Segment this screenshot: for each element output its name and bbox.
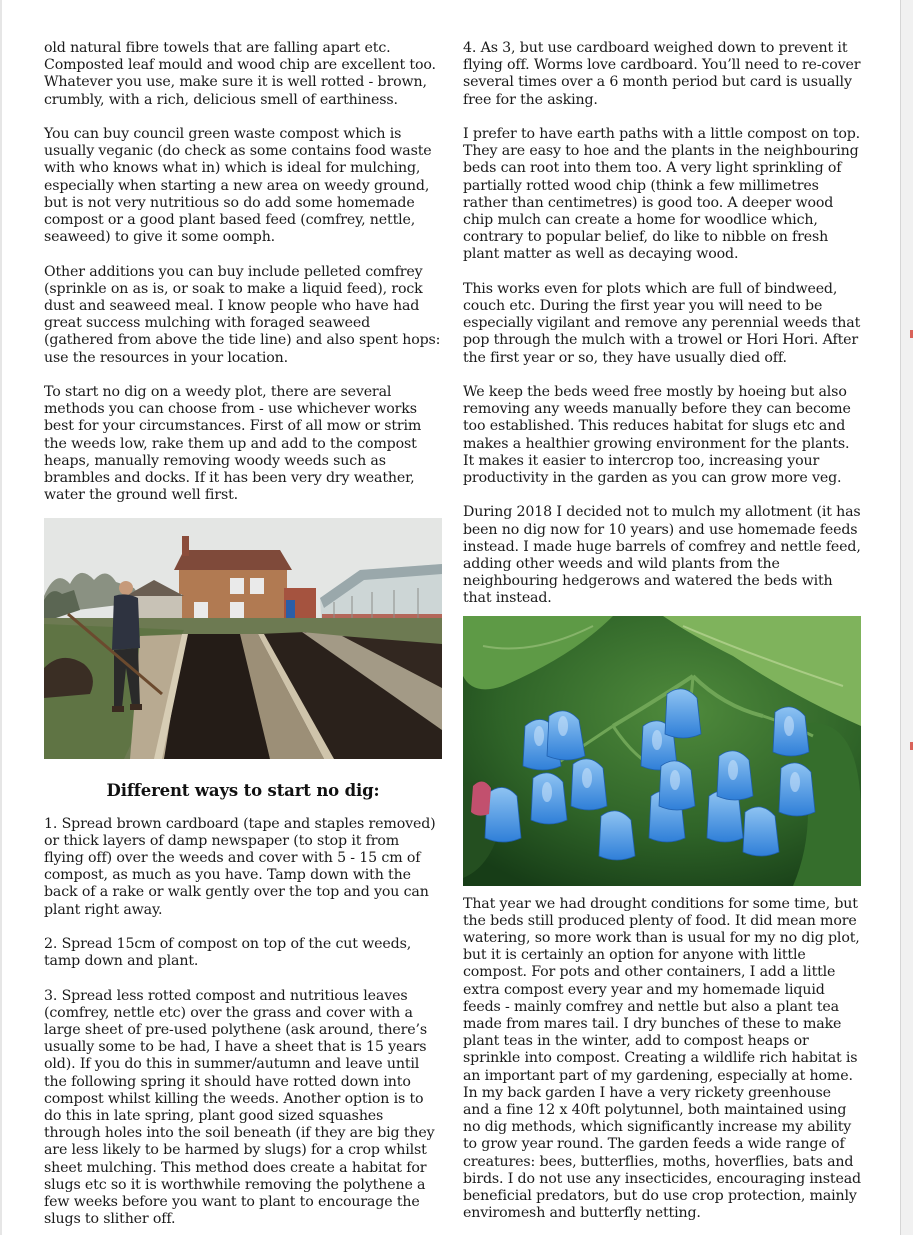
allotment-photo [44,518,442,759]
paragraph: 4. As 3, but use cardboard weighed down to prevent it flying off. Worms love cardboard. You’ll need to re-cover several times over a 6 month period but card is usually free for the asking. [463,40,861,108]
method-item: 2. Spread 15cm of compost on top of the cut weeds, tamp down and plant. [44,936,412,970]
paragraph: That year we had drought conditions for some time, but the beds still produced plenty of food. It did mean more watering, so more work than is usual for my no dig plot, but it is certainly an option for anyone with little compost. For pots and other containers, I add a little extra compost every year and my homemade liquid feeds - mainly comfrey and nettle but also a plant tea made from mares tail. I dry bunches of these to make plant teas in the winter, add to compost heaps or sprinkle into compost. Creating a wildlife rich habitat is an important part of my gardening, especially at home. In my back garden I have a very rickety greenhouse and a fine 12 x 40ft polytunnel, both maintained using no dig methods, which significantly increase my ability to grow year round. The garden feeds a wide range of creatures: bees, butterflies, moths, hoverflies, bats and birds. I do not use any insecticides, encouraging instead beneficial predators, but do use crop protection, mainly enviromesh and butterfly netting. [463,895,861,1222]
paragraph: We keep the beds weed free mostly by hoeing but also removing any weeds manually before they can become too established. This reduces habitat for slugs etc and makes a healthier growing environment for the plants. It makes it easier to intercrop too, increasing your productivity in the garden as you can grow more veg. [463,384,851,487]
paragraph: To start no dig on a weedy plot, there are several methods you can choose from - use whichever works best for your circumstances. First of all mow or strim the weeds low, rake them up and add to the compost heaps, manually removing woody weeds such as brambles and docks. If it has been very dry weather, water the ground well first. [44,384,422,504]
paragraph: Other additions you can buy include pelleted comfrey (sprinkle on as is, or soak to make a liquid feed), rock dust and seaweed meal. I know people who have had great success mulching with foraged seaweed (gathered from above the tide line) and also spent hops: use the resources in your location. [44,263,441,366]
page-edge-right [900,0,913,1235]
comfrey-photo [463,616,861,886]
paragraph: During 2018 I decided not to mulch my allotment (it has been no dig now for 10 years) and use homemade feeds instead. I made huge barrels of comfrey and nettle feed, adding other weeds and wild plants from the neighbouring hedgerows and watered the beds with that instead. [463,504,861,607]
comfrey-photo-graphic [463,616,861,886]
allotment-photo-graphic [44,518,442,759]
page-edge-left [0,0,2,1235]
paragraph: You can buy council green waste compost which is usually veganic (do check as some contains food waste with who knows what in) which is ideal for mulching, especially when starting a new area on weedy ground, but is not very nutritious so do add some homemade compost or a good plant based feed (comfrey, nettle, seaweed) to give it some oomph. [44,126,432,246]
paragraph: old natural fibre towels that are falling apart etc. Composted leaf mould and wood chip are excellent too. Whatever you use, make sure it is well rotted - brown, crumbly, with a rich, delicious smell of earthiness. [44,40,436,108]
section-heading: Different ways to start no dig: [106,780,380,800]
right-column [463,40,861,1240]
method-item: 1. Spread brown cardboard (tape and staples removed) or thick layers of damp newspaper (to stop it from flying off) over the weeds and cover with 5 - 15 cm of compost, as much as you have. Tamp down with the back of a rake or walk gently over the top and you can plant right away. [44,815,436,918]
paragraph: This works even for plots which are full of bindweed, couch etc. During the first year you will need to be especially vigilant and remove any perennial weeds that pop through the mulch with a trowel or Hori Hori. After the first year or so, they have usually died off. [463,280,861,366]
left-column [44,40,442,1246]
paragraph: I prefer to have earth paths with a little compost on top. They are easy to hoe and the plants in the neighbouring beds can root into them too. A very light sprinkling of partially rotted wood chip (think a few millimetres rather than centimetres) is good too. A deeper wood chip mulch can create a home for woodlice which, contrary to popular belief, do like to nibble on fresh plant matter as well as decaying wood. [463,126,861,263]
method-item: 3. Spread less rotted compost and nutritious leaves (comfrey, nettle etc) over the grass and cover with a large sheet of pre-used polythene (ask around, there’s usually some to be had, I have a sheet that is 15 years old). If you do this in summer/autumn and leave until the following spring it should have rotted down into compost whilst killing the weeds. Another option is to do this in late spring, plant good sized squashes through holes into the soil beneath (if they are big they are less likely to be harmed by slugs) for a crop whilst sheet mulching. This method does create a habitat for slugs etc so it is worthwhile removing the polythene a few weeks before you want to plant to encourage the slugs to slither off. [44,987,435,1228]
